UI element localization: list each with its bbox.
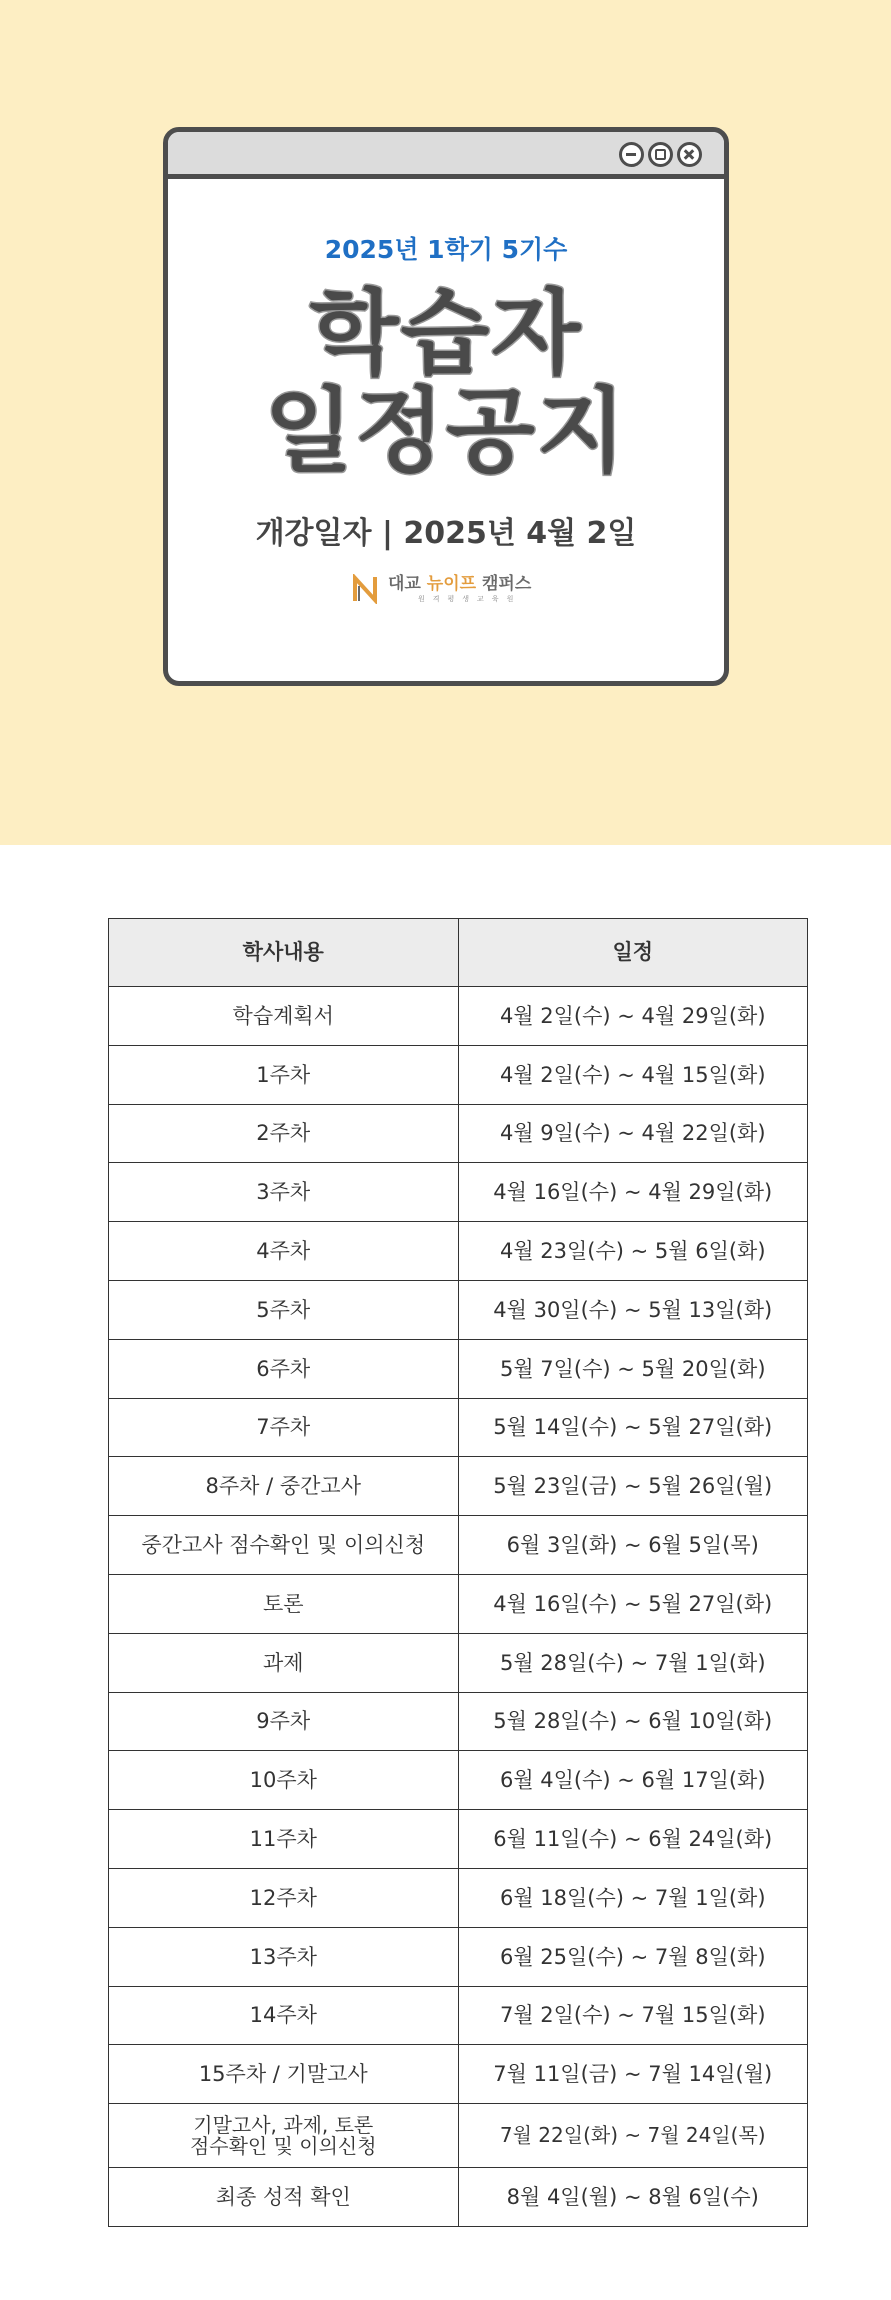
table-row: [109, 1339, 808, 1398]
logo-brand-c: 캠퍼스: [481, 573, 532, 594]
schedule-table: [108, 918, 808, 2227]
row-date: 4월 2일(수) ~ 4월 29일(화): [458, 987, 808, 1046]
table-row: [109, 1692, 808, 1751]
table-row: [109, 1516, 808, 1575]
page-title-line1: 학습자: [309, 280, 583, 387]
row-item: 2주차: [109, 1104, 459, 1163]
row-date: 5월 14일(수) ~ 5월 27일(화): [458, 1398, 808, 1457]
semester-subtitle: 2025년 1학기 5기수: [324, 235, 568, 264]
window-controls: [619, 142, 702, 167]
table-row: [109, 1163, 808, 1222]
minimize-icon: [619, 142, 644, 167]
row-item: 과제: [109, 1633, 459, 1692]
logo-subtext: 원격평생교육원: [418, 594, 522, 603]
maximize-icon: [648, 142, 673, 167]
row-date: 4월 9일(수) ~ 4월 22일(화): [458, 1104, 808, 1163]
row-item: 11주차: [109, 1810, 459, 1869]
row-date: 5월 7일(수) ~ 5월 20일(화): [458, 1339, 808, 1398]
row-item: 9주차: [109, 1692, 459, 1751]
row-date: 5월 28일(수) ~ 7월 1일(화): [458, 1633, 808, 1692]
row-item: 14주차: [109, 1986, 459, 2045]
logo-brand-b: 뉴이프: [426, 573, 477, 594]
n-logo-icon: [350, 574, 380, 604]
row-item: 13주차: [109, 1927, 459, 1986]
row-item: 최종 성적 확인: [109, 2168, 459, 2227]
row-item: [109, 2104, 459, 2168]
row-item: 학습계획서: [109, 987, 459, 1046]
notice-window: [163, 127, 729, 686]
schedule-table-container: [108, 918, 808, 2227]
table-row: [109, 2168, 808, 2227]
table-row: [109, 1633, 808, 1692]
row-date: 6월 18일(수) ~ 7월 1일(화): [458, 1868, 808, 1927]
row-date: 4월 16일(수) ~ 5월 27일(화): [458, 1574, 808, 1633]
table-row: [109, 1574, 808, 1633]
row-item: 15주차 / 기말고사: [109, 2045, 459, 2104]
row-item-line2: 점수확인 및 이의신청: [189, 2133, 377, 2158]
campus-logo: [350, 574, 531, 604]
row-date: 5월 23일(금) ~ 5월 26일(월): [458, 1457, 808, 1516]
row-date: 4월 30일(수) ~ 5월 13일(화): [458, 1280, 808, 1339]
table-row: [109, 1986, 808, 2045]
row-date: 6월 25일(수) ~ 7월 8일(화): [458, 1927, 808, 1986]
close-icon: [677, 142, 702, 167]
row-item-line1: 기말고사, 과제, 토론: [193, 2112, 374, 2137]
row-item: 중간고사 점수확인 및 이의신청: [109, 1516, 459, 1575]
row-item: 5주차: [109, 1280, 459, 1339]
row-item: 1주차: [109, 1045, 459, 1104]
header-date: 일정: [458, 919, 808, 987]
row-item: 12주차: [109, 1868, 459, 1927]
row-date: 5월 28일(수) ~ 6월 10일(화): [458, 1692, 808, 1751]
table-row: [109, 1104, 808, 1163]
row-date: 4월 16일(수) ~ 4월 29일(화): [458, 1163, 808, 1222]
table-row: [109, 1927, 808, 1986]
row-date: 8월 4일(월) ~ 8월 6일(수): [458, 2168, 808, 2227]
row-item: 6주차: [109, 1339, 459, 1398]
table-row: [109, 1751, 808, 1810]
row-date: 7월 2일(수) ~ 7월 15일(화): [458, 1986, 808, 2045]
row-item: 4주차: [109, 1222, 459, 1281]
row-date: 4월 2일(수) ~ 4월 15일(화): [458, 1045, 808, 1104]
page-title-line2: 일정공지: [264, 378, 628, 485]
table-header-row: [109, 919, 808, 987]
table-row: [109, 1045, 808, 1104]
window-title-bar: [168, 132, 724, 179]
row-date: 6월 11일(수) ~ 6월 24일(화): [458, 1810, 808, 1869]
start-date: 개강일자 | 2025년 4월 2일: [255, 516, 637, 551]
row-date: 7월 11일(금) ~ 7월 14일(월): [458, 2045, 808, 2104]
hero-banner: [0, 0, 891, 845]
table-row: [109, 2104, 808, 2168]
row-date: 6월 4일(수) ~ 6월 17일(화): [458, 1751, 808, 1810]
row-item: 8주차 / 중간고사: [109, 1457, 459, 1516]
table-row: [109, 1457, 808, 1516]
row-item: 10주차: [109, 1751, 459, 1810]
table-row: [109, 2045, 808, 2104]
row-item: 7주차: [109, 1398, 459, 1457]
table-row: [109, 1810, 808, 1869]
row-date: 6월 3일(화) ~ 6월 5일(목): [458, 1516, 808, 1575]
table-row: [109, 1868, 808, 1927]
table-row: [109, 1222, 808, 1281]
table-row: [109, 987, 808, 1046]
table-row: [109, 1280, 808, 1339]
logo-brand-a: 대교: [388, 573, 421, 594]
header-item: 학사내용: [109, 919, 459, 987]
row-date: 4월 23일(수) ~ 5월 6일(화): [458, 1222, 808, 1281]
row-date: 7월 22일(화) ~ 7월 24일(목): [458, 2104, 808, 2168]
row-item: 토론: [109, 1574, 459, 1633]
row-item: 3주차: [109, 1163, 459, 1222]
table-row: [109, 1398, 808, 1457]
